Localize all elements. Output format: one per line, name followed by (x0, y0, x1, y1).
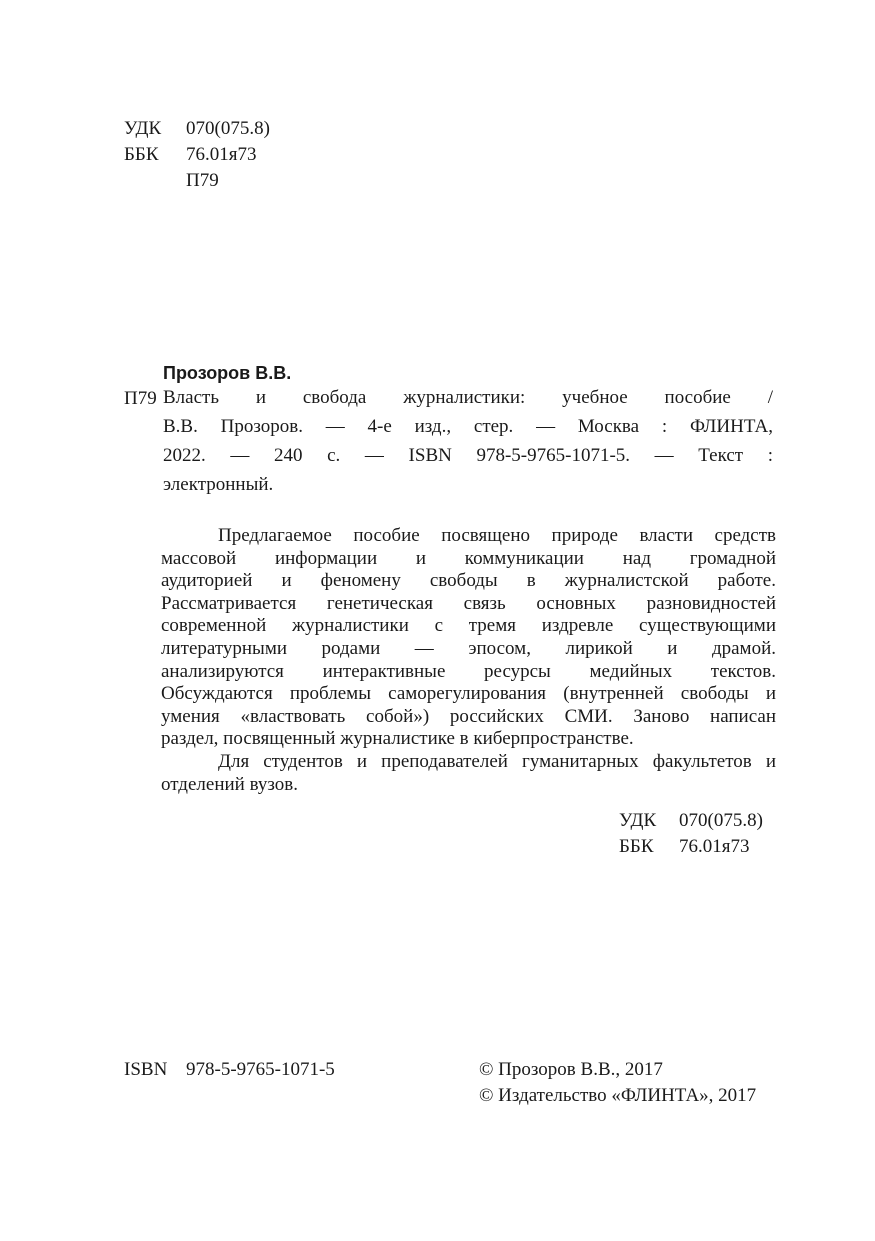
annotation-line: анализируются интерактивные ресурсы медийных текстов. (161, 660, 776, 682)
biblio-line: электронный. (163, 474, 274, 495)
udk-label: УДК (124, 118, 162, 139)
bibliographic-description (163, 383, 773, 499)
udk-row (619, 808, 763, 834)
isbn-label: ISBN (124, 1059, 168, 1080)
copyright-author: © Прозоров В.В., 2017 (479, 1059, 663, 1080)
annotation-line: литературными родами — эпосом, лирикой и драмой. (161, 637, 776, 659)
audience-line: Для студентов и преподавателей гуманитарных факультетов и (218, 750, 776, 772)
bbk-label: ББК (619, 836, 654, 857)
udk-value: 070(075.8) (679, 810, 763, 831)
annotation-line: раздел, посвященный журналистике в киберпространстве. (161, 728, 634, 750)
bbk-value: 76.01я73 (679, 836, 750, 857)
annotation-line: массовой информации и коммуникации над громадной (161, 547, 776, 569)
header-classification-codes (124, 116, 270, 194)
isbn-value: 978-5-9765-1071-5 (186, 1059, 335, 1080)
biblio-line: В.В. Прозоров. — 4-е изд., стер. — Москва : ФЛИНТА, (163, 416, 773, 437)
annotation-line: Рассматривается генетическая связь основных разновидностей (161, 592, 776, 614)
annotation-line: умения «властвовать собой») российских СМИ. Заново написан (161, 705, 776, 727)
isbn-line (124, 1057, 335, 1083)
udk-row (124, 116, 270, 142)
author-heading: Прозоров В.В. (163, 363, 292, 383)
copyright-publisher: © Издательство «ФЛИНТА», 2017 (479, 1085, 757, 1106)
annotation-line: современной журналистики с тремя издревле существующими (161, 615, 776, 637)
bbk-value: 76.01я73 (186, 144, 257, 165)
bbk-label: ББК (124, 144, 159, 165)
annotation-line: Предлагаемое пособие посвящено природе власти средств (218, 525, 776, 546)
annotation-line: Обсуждаются проблемы саморегулирования (внутренней свободы и (161, 683, 776, 705)
copyright-notices (479, 1057, 756, 1109)
footer-classification-codes (619, 808, 763, 860)
udk-label: УДК (619, 810, 657, 831)
biblio-line: Власть и свобода журналистики: учебное пособие / (163, 387, 773, 408)
cutter-code: П79 (186, 170, 219, 191)
biblio-line: 2022. — 240 с. — ISBN 978-5-9765-1071-5. — Текст : (163, 445, 773, 466)
udk-value: 070(075.8) (186, 118, 270, 139)
annotation (161, 525, 776, 796)
bibliographic-cutter: П79 (124, 388, 157, 409)
bbk-row (124, 142, 270, 168)
audience-line: отделений вузов. (161, 773, 299, 795)
annotation-line: аудиторией и феномену свободы в журналистской работе. (161, 570, 776, 592)
bbk-row (619, 834, 763, 860)
